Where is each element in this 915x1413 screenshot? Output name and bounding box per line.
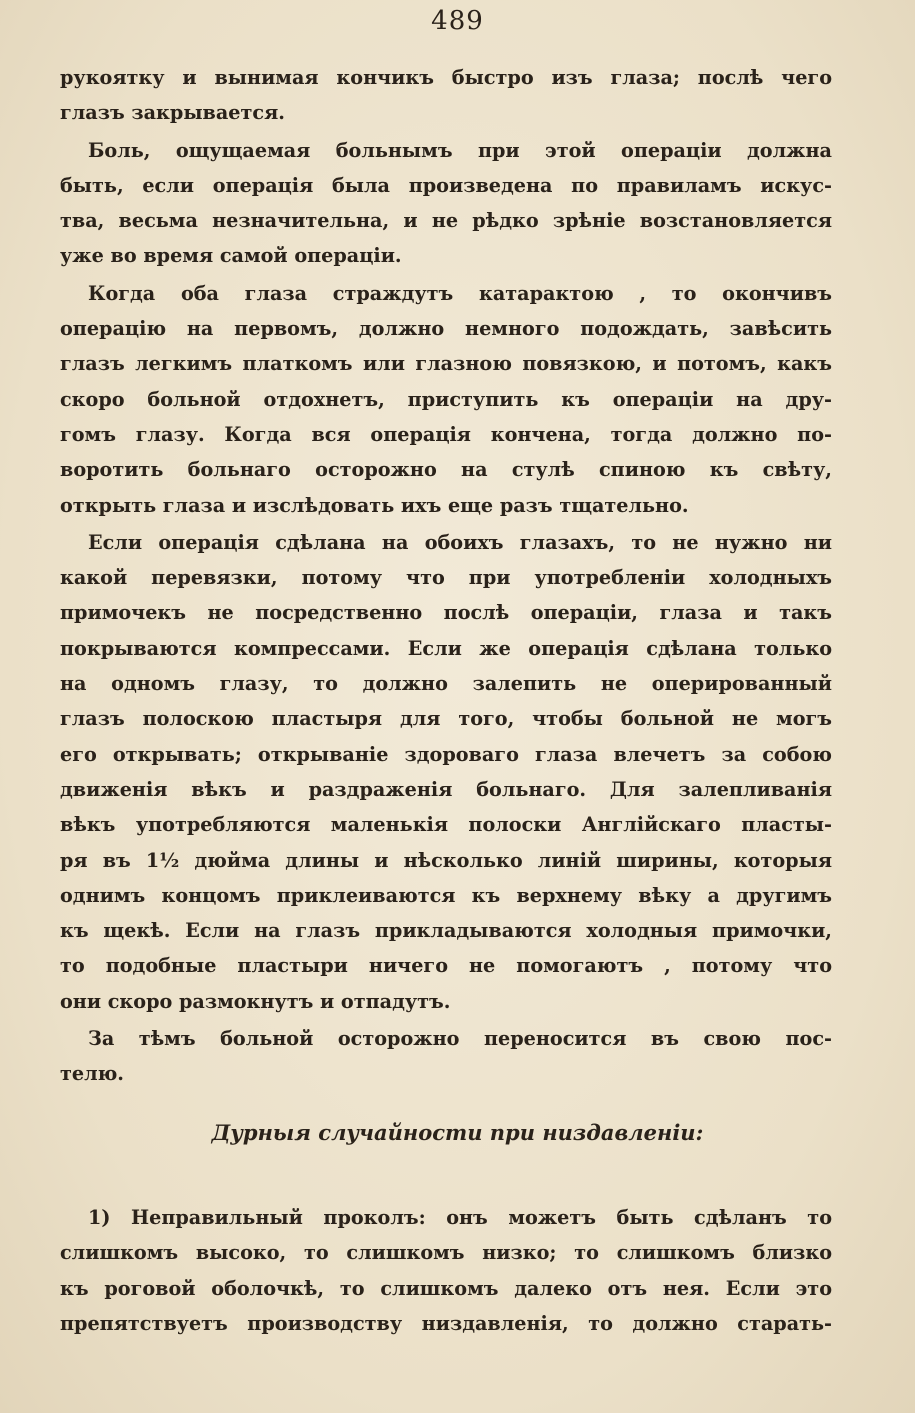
text-line: Когда оба глаза страждутъ катарактою , то окончивъ — [88, 281, 832, 305]
text-line: движенія вѣкъ и раздраженія больнаго. Для залепливанія — [60, 777, 832, 801]
paragraph — [60, 60, 832, 131]
text-line: тва, весьма незначительна, и не рѣдко зрѣніе возстановляется — [60, 209, 832, 233]
text-line: операцію на первомъ, должно немного подождать, завѣсить — [60, 317, 832, 341]
text-line: примочекъ не посредственно послѣ операціи, глаза и такъ — [60, 601, 832, 625]
text-line: глазъ полоскою пластыря для того, чтобы больной не могъ — [60, 707, 832, 731]
paragraph — [60, 133, 832, 274]
text-line: вѣкъ употребляются маленькія полоски Англійскаго пласты- — [60, 813, 832, 837]
text-line: препятствуетъ производству низдавленія, то должно старать- — [60, 1311, 832, 1335]
text-line: однимъ концомъ приклеиваются къ верхнему вѣку а другимъ — [60, 883, 832, 907]
text-line: они скоро размокнутъ и отпадутъ. — [60, 989, 451, 1013]
text-line: слишкомъ высоко, то слишкомъ низко; то слишкомъ близко — [60, 1241, 832, 1265]
body-text — [60, 60, 832, 1092]
text-line: то подобные пластыри ничего не помогаютъ , потому что — [60, 954, 832, 978]
text-line: открыть глаза и изслѣдовать ихъ еще разъ тщательно. — [60, 493, 689, 517]
text-line: глазъ закрывается. — [60, 101, 285, 125]
text-line: рукоятку и вынимая кончикъ быстро изъ глаза; послѣ чего — [60, 66, 832, 89]
text-line: къ роговой оболочкѣ, то слишкомъ далеко отъ нея. Если это — [60, 1276, 832, 1300]
section-body-text — [60, 1200, 832, 1341]
text-line: За тѣмъ больной осторожно переносится въ свою пос- — [88, 1027, 832, 1051]
text-line: телю. — [60, 1062, 124, 1086]
text-line: его открывать; открываніе здороваго глаза влечетъ за собою — [60, 742, 832, 766]
text-line: покрываются компрессами. Если же операція сдѣлана только — [60, 636, 832, 660]
text-line: 1) Неправильный проколъ: онъ можетъ быть сдѣланъ то — [88, 1206, 832, 1229]
text-line: гомъ глазу. Когда вся операція кончена, тогда должно по- — [60, 422, 832, 446]
text-line: къ щекѣ. Если на глазъ прикладываются холодныя примочки, — [60, 919, 832, 943]
page-number: 489 — [431, 6, 484, 36]
text-line: уже во время самой операціи. — [60, 244, 402, 268]
text-line: на одномъ глазу, то должно залепить не оперированный — [60, 672, 832, 696]
paragraph — [60, 525, 832, 1019]
text-line: воротить больнаго осторожно на стулѣ спиною къ свѣту, — [60, 458, 832, 482]
text-line: Боль, ощущаемая больнымъ при этой операціи должна — [88, 138, 832, 162]
section-heading: Дурныя случайности при низдавленіи: — [211, 1120, 704, 1145]
paragraph — [60, 1021, 832, 1092]
text-line: ря въ 1½ дюйма длины и нѣсколько линій ширины, которыя — [60, 848, 832, 872]
text-line: быть, если операція была произведена по правиламъ искус- — [60, 173, 832, 197]
text-line: скоро больной отдохнетъ, приступить къ операціи на дру- — [60, 387, 832, 411]
text-line: какой перевязки, потому что при употребленіи холодныхъ — [60, 566, 832, 590]
text-line: Если операція сдѣлана на обоихъ глазахъ, то не нужно ни — [88, 530, 832, 554]
text-line: глазъ легкимъ платкомъ или глазною повязкою, и потомъ, какъ — [60, 352, 832, 376]
paragraph — [60, 276, 832, 523]
